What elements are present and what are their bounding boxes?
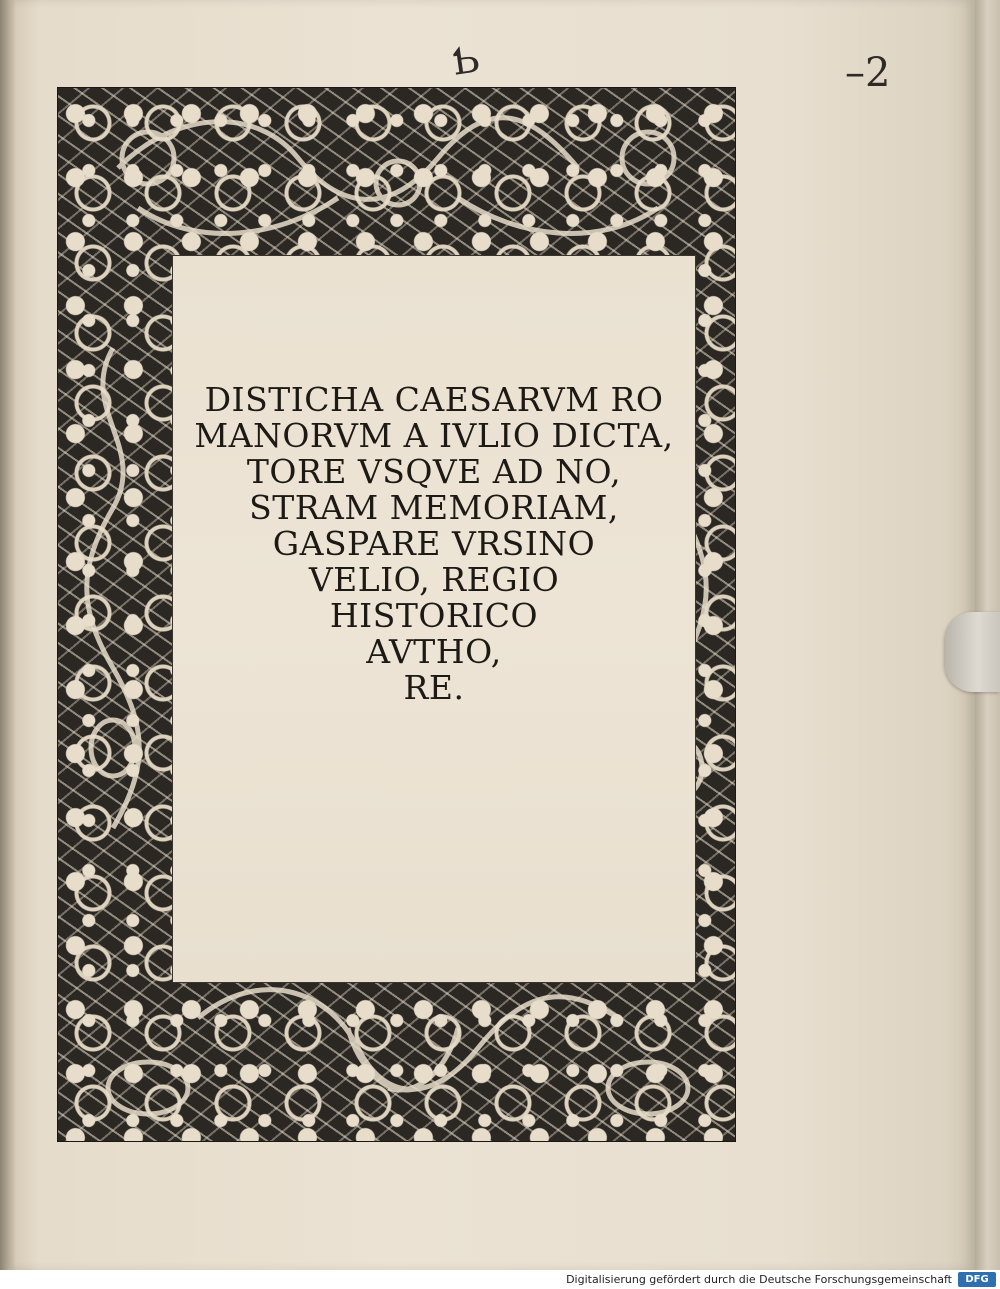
dfg-logo: DFG	[958, 1272, 996, 1287]
page-tab-marker	[945, 612, 1000, 692]
folio-dash: –	[845, 50, 865, 96]
folio-number	[845, 50, 890, 96]
digitization-credit: Digitalisierung gefördert durch die Deutsche Forschungsgemeinschaft	[566, 1273, 952, 1286]
manuscript-mark: Ƅ	[449, 36, 483, 84]
folio-number-value: 2	[865, 50, 891, 96]
title-line: HISTORICO	[329, 596, 539, 635]
title-line: VELIO, REGIO	[308, 560, 560, 599]
title-line: GASPARE VRSINO	[272, 524, 596, 563]
title-line: DISTICHA CAESARVM RO	[204, 380, 664, 419]
title-line: TORE VSQVE AD NO,	[246, 452, 622, 491]
title-block	[172, 382, 696, 706]
title-line: STRAM MEMORIAM,	[249, 488, 619, 527]
title-line: MANORVM A IVLIO DICTA,	[194, 416, 674, 455]
book-spine	[0, 0, 16, 1270]
title-line: AVTHO,	[366, 632, 502, 671]
title-line: RE.	[403, 668, 465, 707]
